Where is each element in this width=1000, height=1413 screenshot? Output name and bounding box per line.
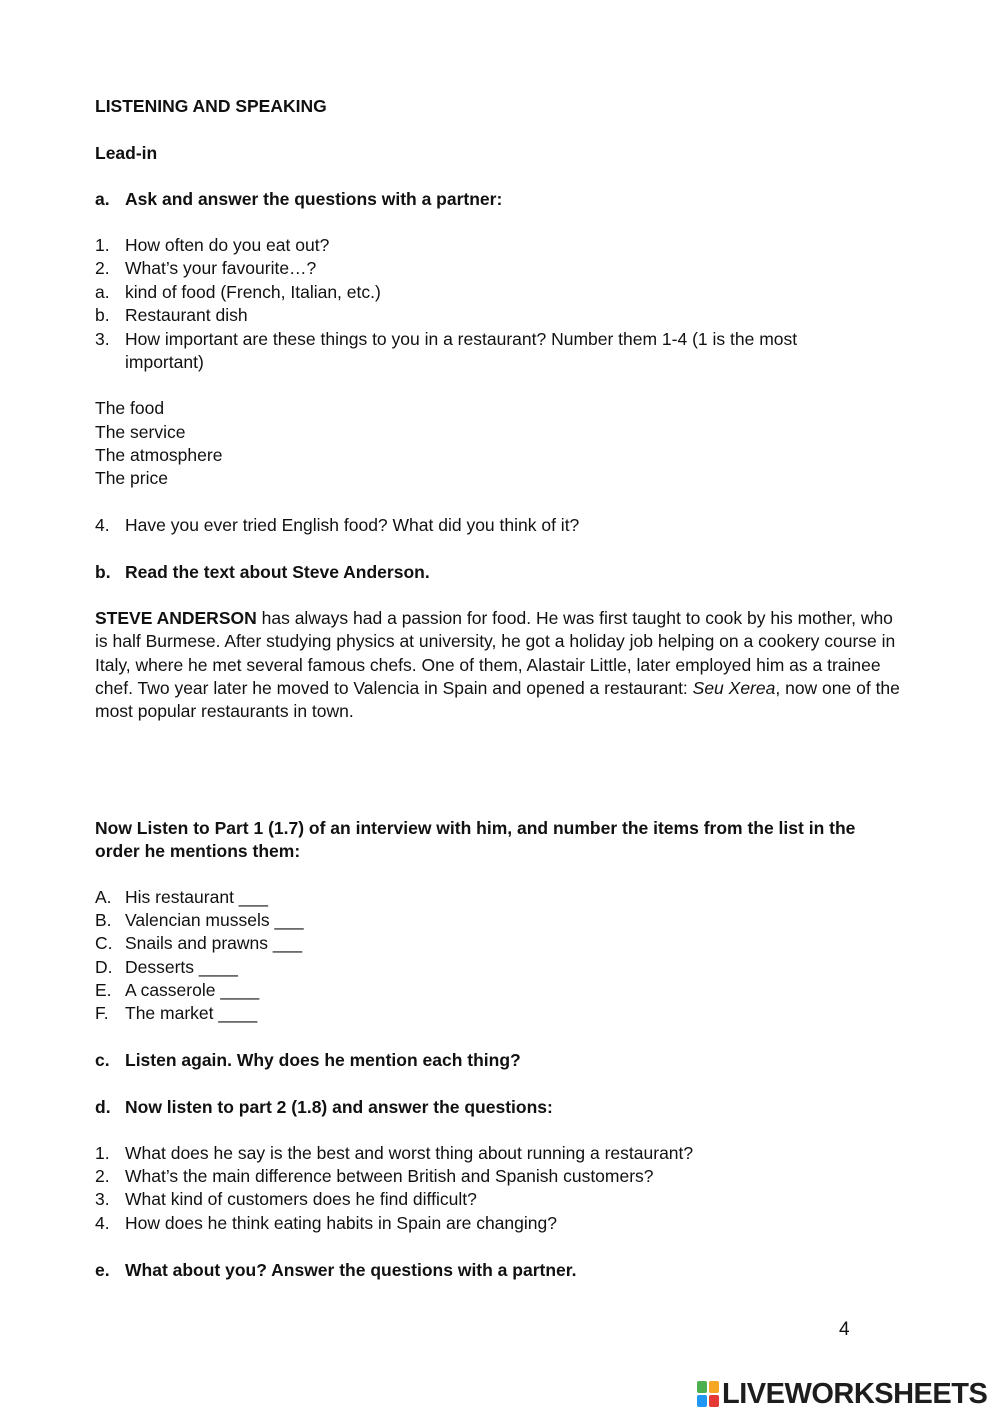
list-text: Desserts ____ [125,957,238,977]
thing-item: The food [95,398,165,418]
task-e-marker: e. [95,1260,110,1280]
list-text: What’s the main difference between British and Spanish customers? [125,1166,654,1186]
steve-text-2: , now one of the most popular restaurants in town. [95,677,900,722]
thing-item: The atmosphere [95,445,223,465]
list-marker: 3. [95,1189,110,1209]
logo-text: LIVEWORKSHEETS [722,1378,988,1410]
liveworksheets-logo[interactable] [697,1378,997,1410]
lead-in-heading: Lead-in [95,143,158,163]
task-d-text: Now listen to part 2 (1.8) and answer the questions: [125,1097,553,1117]
task-b-text: Read the text about Steve Anderson. [125,562,430,582]
thing-item: The price [95,468,168,488]
list-marker: b. [95,305,110,325]
task-e-text: What about you? Answer the questions with a partner. [125,1260,577,1280]
list-text: What does he say is the best and worst thing about running a restaurant? [125,1143,694,1163]
list-text: Restaurant dish [125,305,248,325]
list-marker: 3. [95,329,110,349]
task-b-marker: b. [95,562,111,582]
restaurant-name: Seu Xerea [692,677,776,698]
list-text: What kind of customers does he find difficult? [125,1189,477,1209]
steve-name: STEVE ANDERSON [95,608,257,628]
thing-item: The service [95,422,186,442]
task-c-text: Listen again. Why does he mention each thing? [125,1050,521,1070]
list-text: important) [125,352,204,372]
list-marker: 1. [95,1143,110,1163]
list-text: The market ____ [125,1003,258,1023]
list-marker: E. [95,980,112,1000]
task-d-marker: d. [95,1097,111,1117]
list-text: His restaurant ___ [125,887,268,907]
section-heading: LISTENING AND SPEAKING [95,96,327,116]
list-marker: C. [95,933,113,953]
list-marker: B. [95,910,112,930]
list-marker: 2. [95,1166,110,1186]
listen-part1-instruction-line2: order he mentions them: [95,841,301,861]
list-marker: 4. [95,515,110,535]
list-marker: a. [95,282,110,302]
list-marker: F. [95,1003,109,1023]
list-text: How important are these things to you in a restaurant? Number them 1-4 (1 is the most [125,329,798,349]
page-number: 4 [839,1319,850,1340]
list-text: How does he think eating habits in Spain are changing? [125,1213,557,1233]
list-text: What’s your favourite…? [125,258,317,278]
steve-anderson-paragraph [95,607,905,723]
list-marker: 2. [95,258,110,278]
list-text: Have you ever tried English food? What did you think of it? [125,515,580,535]
task-a-marker: a. [95,189,110,209]
list-marker: A. [95,887,112,907]
list-text: A casserole ____ [125,980,260,1000]
task-a-text: Ask and answer the questions with a partner: [125,189,503,209]
listen-part1-instruction: Now Listen to Part 1 (1.7) of an interview with him, and number the items from the list in the [95,818,856,838]
task-c-marker: c. [95,1050,110,1070]
steve-text-1: has always had a passion for food. He was first taught to cook by his mother, who is half Burmese. After studying physics at university, he got a holiday job helping on a cookery course in Italy, where he met several famous chefs. One of them, Alastair Little, later employed him as a trainee chef. Two year later he moved to Valencia in Spain and opened a restaurant: [95,608,896,698]
list-text: kind of food (French, Italian, etc.) [125,282,381,302]
list-marker: D. [95,957,113,977]
list-marker: 1. [95,235,110,255]
list-marker: 4. [95,1213,110,1233]
list-text: How often do you eat out? [125,235,330,255]
liveworksheets-logo-icon [697,1381,719,1407]
list-text: Snails and prawns ___ [125,933,303,953]
list-text: Valencian mussels ___ [125,910,304,930]
